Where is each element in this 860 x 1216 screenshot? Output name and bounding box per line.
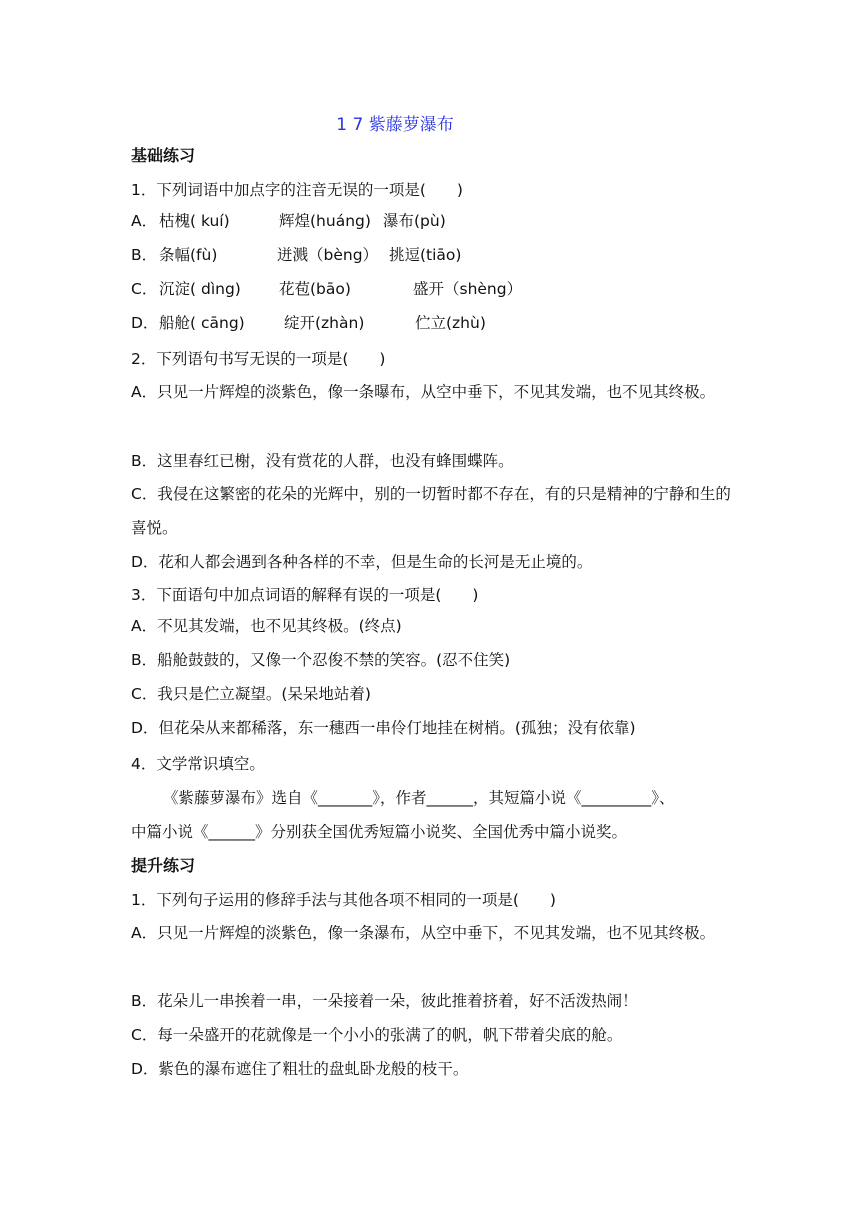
option-word: 绽开(zhàn)	[284, 314, 365, 332]
advanced-question-1-option-a: A．只见一片辉煌的淡紫色，像一条瀑布，从空中垂下，不见其发端，也不见其终极。	[131, 924, 716, 942]
question-1-stem: 1．下列词语中加点字的注音无误的一项是( )	[131, 181, 463, 199]
option-word: 船舱( cāng)	[159, 314, 245, 332]
question-3-option-a: A．不见其发端，也不见其终极。(终点)	[131, 617, 402, 635]
question-2-option-a: A．只见一片辉煌的淡紫色，像一条曝布，从空中垂下，不见其发端，也不见其终极。	[131, 383, 716, 401]
question-3-option-b: B．船舱鼓鼓的，又像一个忍俊不禁的笑容。(忍不住笑)	[131, 651, 511, 669]
question-4-stem: 4．文学常识填空。	[131, 755, 265, 773]
option-letter: A．	[131, 212, 158, 230]
question-4-fill-line-1: 《紫藤萝瀑布》选自《_______》，作者______，其短篇小说《_________》、	[163, 789, 675, 807]
advanced-question-1-option-c: C．每一朵盛开的花就像是一个小小的张满了的帆，帆下带着尖底的舱。	[131, 1026, 623, 1044]
option-word: 沉淀( dìng)	[159, 280, 241, 298]
option-word: 枯槐( kuí)	[159, 212, 230, 230]
advanced-question-1-option-d: D．紫色的瀑布遮住了粗壮的盘虬卧龙般的枝干。	[131, 1060, 469, 1078]
option-word: 挑逗(tiāo)	[389, 246, 462, 264]
section-heading-advanced: 提升练习	[131, 856, 196, 875]
advanced-question-1-option-b: B．花朵儿一串挨着一串，一朵接着一朵，彼此推着挤着，好不活泼热闹！	[131, 992, 638, 1010]
question-1-option-d	[131, 313, 486, 333]
question-1-option-b	[131, 245, 462, 265]
question-2-option-b: B．这里春红已榭，没有赏花的人群，也没有蜂围蝶阵。	[131, 452, 514, 470]
question-3-option-c: C．我只是伫立凝望。(呆呆地站着)	[131, 685, 371, 703]
option-word: 瀑布(pù)	[383, 212, 446, 230]
option-word: 盛开（shèng）	[413, 280, 523, 298]
option-word: 条幅(fù)	[159, 246, 218, 264]
question-2-stem: 2．下列语句书写无误的一项是( )	[131, 350, 386, 368]
option-letter: C．	[131, 280, 158, 298]
option-word: 伫立(zhù)	[415, 314, 486, 332]
question-1-option-c	[131, 279, 523, 299]
question-4-fill-line-2: 中篇小说《______》分别获全国优秀短篇小说奖、全国优秀中篇小说奖。	[131, 823, 628, 841]
option-word: 辉煌(huáng)	[279, 212, 371, 230]
page-title: 1 7 紫藤萝瀑布	[336, 115, 454, 135]
option-letter: B．	[131, 246, 158, 264]
question-1-option-a	[131, 211, 446, 231]
question-3-option-d: D．但花朵从来都稀落，东一穗西一串伶仃地挂在树梢。(孤独；没有依靠)	[131, 719, 636, 737]
option-letter: D．	[131, 314, 159, 332]
option-word: 迸溅（bèng）	[277, 246, 379, 264]
question-2-option-d: D．花和人都会遇到各种各样的不幸，但是生命的长河是无止境的。	[131, 553, 593, 571]
section-heading-basic: 基础练习	[131, 146, 196, 165]
question-2-option-c: C．我侵在这繁密的花朵的光辉中，别的一切暂时都不存在，有的只是精神的宁静和生的喜悦。	[131, 485, 731, 537]
advanced-question-1-stem: 1．下列句子运用的修辞手法与其他各项不相同的一项是( )	[131, 891, 556, 909]
option-word: 花苞(bāo)	[279, 280, 351, 298]
question-3-stem: 3．下面语句中加点词语的解释有误的一项是( )	[131, 586, 479, 604]
